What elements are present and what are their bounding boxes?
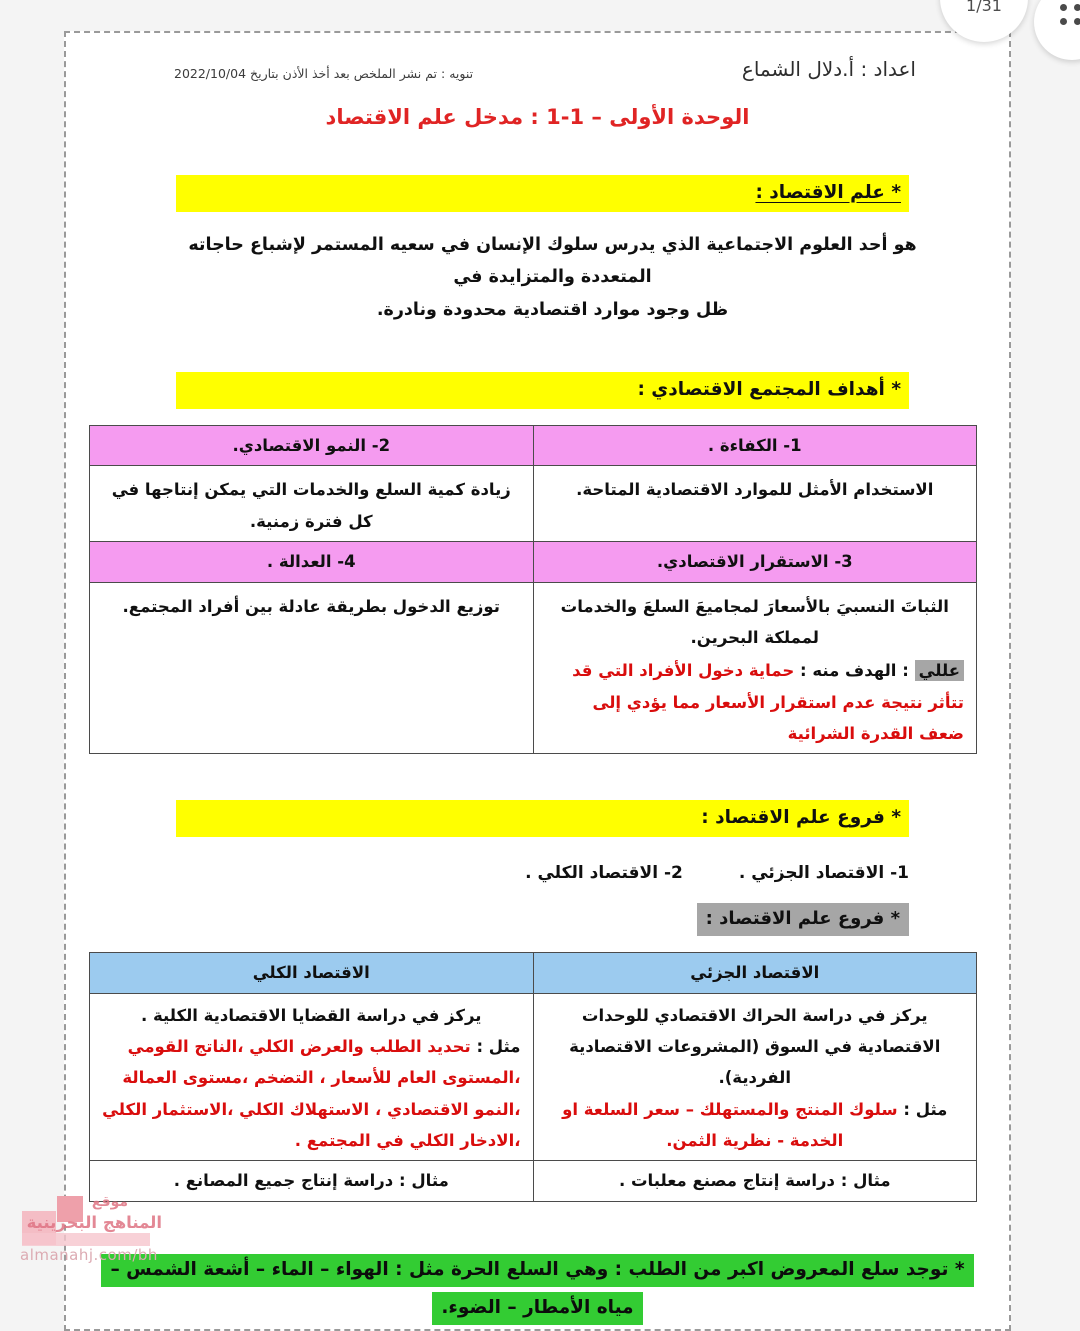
watermark-name: المناهج البحرينية: [26, 1213, 162, 1232]
goals-header-row-1: [90, 426, 977, 466]
unit-title: الوحدة الأولى – 1-1 : مدخل علم الاقتصاد: [325, 105, 750, 129]
prepared-by-text: اعداد : أ.دلال الشماع: [741, 57, 916, 81]
micro-example-text: سلوك المنتج والمستهلك – سعر السلعة او الخدمة - نظرية الثمن.: [562, 1099, 898, 1150]
goal-efficiency-desc: الاستخدام الأمثل للموارد الاقتصادية المتاحة.: [533, 466, 977, 542]
watermark-word: موقع: [91, 1194, 129, 1210]
goal-justice-desc: توزيع الدخول بطريقة عادلة بين أفراد المجتمع.: [90, 582, 534, 754]
branches-table: [89, 952, 977, 1201]
stability-main-text: الثباتَ النسبيَ بالأسعارَ لمجاميعَ السلعَ والخدمات لمملكة البحرين.: [560, 596, 949, 647]
macro-desc: يركز في دراسة القضايا الاقتصادية الكلية .: [140, 1005, 482, 1025]
goal-growth-desc: زيادة كمية السلع والخدمات التي يمكن إنتاجها في كل فترة زمنية.: [90, 466, 534, 542]
goal-efficiency-header: 1- الكفاءة .: [533, 426, 977, 466]
micro-economy-cell: [533, 993, 977, 1161]
goals-desc-row-2: [90, 582, 977, 754]
goal-justice-header: 4- العدالة .: [90, 542, 534, 582]
document-page: [64, 31, 1011, 1331]
macro-case: مثال : دراسة إنتاج جميع المصانع .: [90, 1161, 534, 1201]
page-indicator-text: 1/31: [966, 0, 1002, 15]
free-goods-note: [66, 1254, 1009, 1325]
goals-header-row-2: [90, 542, 977, 582]
heading-economics-definition-text: * علم الاقتصاد :: [755, 182, 901, 203]
micro-desc: يركز في دراسة الحراك الاقتصادي للوحدات الاقتصادية في السوق (المشروعات الاقتصادية الفردية).: [569, 1005, 941, 1088]
micro-example: [546, 1094, 965, 1157]
heading-branches-gray-wrap: [66, 903, 909, 936]
branches-case-row: [90, 1161, 977, 1201]
document-header: [66, 33, 1009, 81]
goal-growth-header: 2- النمو الاقتصادي.: [90, 426, 534, 466]
watermark-url: almanahj.com/bh: [20, 1246, 158, 1264]
watermark-bar: [22, 1233, 150, 1246]
economics-definition-paragraph: [156, 229, 949, 326]
branches-header-row: [90, 953, 977, 993]
dots-grid-icon: [1060, 4, 1080, 25]
stability-note: [546, 655, 965, 749]
branch-item-micro: 1- الاقتصاد الجزئي .: [738, 863, 909, 884]
heading-branches-yellow: [176, 800, 909, 837]
disclaimer-text: تنويه : تم نشر الملخص بعد أخذ الأذن بتاريخ 2022/10/04: [174, 66, 474, 81]
macro-economy-header: الاقتصاد الكلي: [90, 953, 534, 993]
micro-economy-header: الاقتصاد الجزئي: [533, 953, 977, 993]
free-goods-line-2: مياه الأمطار – الضوء.: [432, 1292, 642, 1325]
macro-example-label: مثل :: [470, 1036, 521, 1056]
heading-society-goals: [176, 372, 909, 409]
heading-branches-yellow-text: * فروع علم الاقتصاد :: [701, 807, 901, 829]
heading-economics-definition: [176, 175, 909, 212]
definition-line-2: ظل وجود موارد اقتصادية محدودة ونادرة.: [376, 299, 729, 320]
heading-society-goals-text: * أهداف المجتمع الاقتصادي :: [637, 379, 901, 401]
macro-example-text: تحديد الطلب والعرض الكلي ،الناتج القومي ،المستوى العام للأسعار ، التضخم ،مستوى العمالة ،النمو الاقتصادي ، الاستهلاك الكلي ،الاستثمار الكلي ،الادخار الكلي في المجتمع .: [102, 1036, 521, 1150]
goals-desc-row-1: [90, 466, 977, 542]
branch-item-macro: 2- الاقتصاد الكلي .: [525, 863, 683, 884]
definition-line-1: هو أحد العلوم الاجتماعية الذي يدرس سلوك الإنسان في سعيه المستمر لإشباع حاجاته المتعددة والمتزايدة في: [188, 235, 917, 288]
goals-table: [89, 425, 977, 754]
note-red-text: حماية دخول الأفراد التي قد تتأثر نتيجة عدم استقرار الأسعار مما يؤدي إلى ضعف القدرة الشرائية: [572, 661, 964, 743]
menu-button[interactable]: [1034, 0, 1080, 60]
micro-example-label: مثل :: [897, 1099, 948, 1119]
branches-list: [66, 863, 909, 883]
note-label: عللي: [915, 660, 964, 681]
free-goods-line-1: * توجد سلع المعروض اكبر من الطلب : وهي السلع الحرة مثل : الهواء – الماء – أشعة الشمس –: [101, 1254, 973, 1287]
macro-economy-cell: [90, 993, 534, 1161]
branches-body-row: [90, 993, 977, 1161]
watermark-logo-text: [26, 1194, 162, 1232]
micro-case: مثال : دراسة إنتاج مصنع معلبات .: [533, 1161, 977, 1201]
goal-stability-desc: [533, 582, 977, 754]
macro-example: [102, 1031, 521, 1156]
goal-stability-header: 3- الاستقرار الاقتصادي.: [533, 542, 977, 582]
heading-branches-gray: * فروع علم الاقتصاد :: [697, 903, 909, 936]
note-prefix: : الهدف منه :: [794, 661, 915, 681]
